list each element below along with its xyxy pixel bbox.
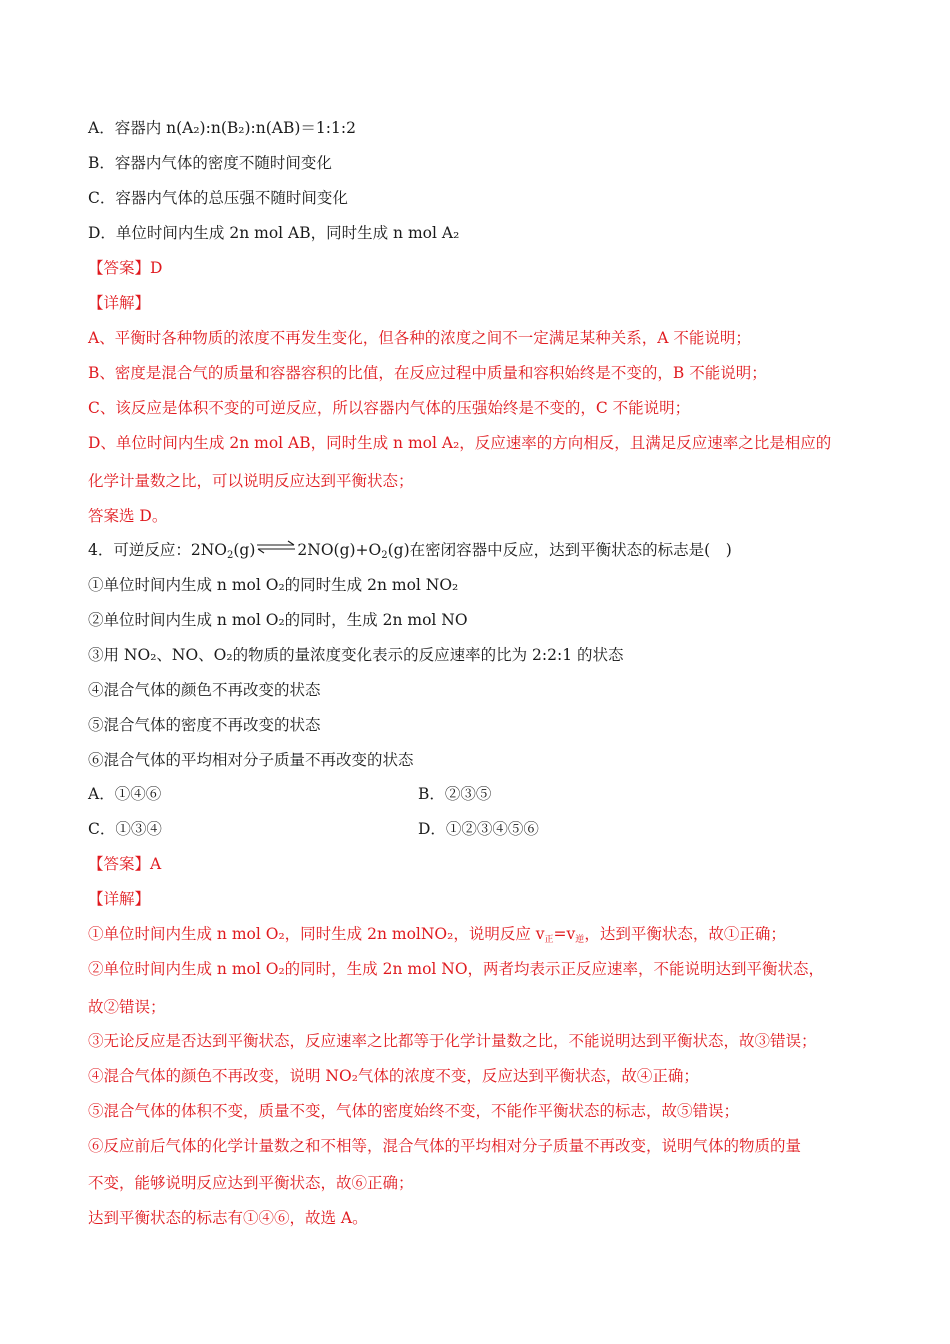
q3-explanation-d-line1: D、单位时间内生成 2n mol AB，同时生成 n mol A₂，反应速率的方向相反，且满足反应速率之比是相应的 xyxy=(88,434,832,452)
q4-statement-5: ⑤混合气体的密度不再改变的状态 xyxy=(88,716,321,734)
q3-answer: 【答案】D xyxy=(88,259,163,277)
q4-statement-3: ③用 NO₂、NO、O₂的物质的量浓度变化表示的反应速率的比为 2:2:1 的状态 xyxy=(88,646,624,664)
q4-statement-1: ①单位时间内生成 n mol O₂的同时生成 2n mol NO₂ xyxy=(88,576,459,594)
reversible-arrow-icon xyxy=(256,540,296,554)
q4-explanation-6-line2: 不变，能够说明反应达到平衡状态，故⑥正确； xyxy=(88,1174,414,1192)
q3-option-a: A．容器内 n(A₂):n(B₂):n(AB)＝1:1:2 xyxy=(88,119,356,137)
q4-option-b: B．②③⑤ xyxy=(418,785,492,803)
q3-option-d: D．单位时间内生成 2n mol AB，同时生成 n mol A₂ xyxy=(88,224,460,242)
q4-explanation-1: ①单位时间内生成 n mol O₂，同时生成 2n molNO₂，说明反应 v正=v逆，达到平衡状态，故①正确； xyxy=(88,925,786,945)
q3-explanation-b: B、密度是混合气的质量和容器容积的比值，在反应过程中质量和容积始终是不变的，B 不能说明； xyxy=(88,364,767,382)
q3-conclusion: 答案选 D。 xyxy=(88,507,168,525)
q4-explanation-5: ⑤混合气体的体积不变，质量不变，气体的密度始终不变，不能作平衡状态的标志，故⑤错误； xyxy=(88,1102,740,1120)
q4-explanation-2-line2: 故②错误； xyxy=(88,998,166,1016)
q4-option-d: D．①②③④⑤⑥ xyxy=(418,820,539,838)
q3-option-c: C．容器内气体的总压强不随时间变化 xyxy=(88,189,348,207)
q4-stem: 4．可逆反应：$2NO_2(g)$ $2NO(g)+O_2(g)$在密闭容器中反应，达到平衡状态的标志是( ) xyxy=(88,541,732,561)
q4-statement-4: ④混合气体的颜色不再改变的状态 xyxy=(88,681,321,699)
q4-statement-6: ⑥混合气体的平均相对分子质量不再改变的状态 xyxy=(88,751,414,769)
q4-explanation-6-line1: ⑥反应前后气体的化学计量数之和不相等，混合气体的平均相对分子质量不再改变，说明气体的物质的量 xyxy=(88,1137,802,1155)
q4-statement-2: ②单位时间内生成 n mol O₂的同时，生成 2n mol NO xyxy=(88,611,468,629)
q3-detail-label: 【详解】 xyxy=(88,294,151,312)
q4-explanation-4: ④混合气体的颜色不再改变，说明 NO₂气体的浓度不变，反应达到平衡状态，故④正确； xyxy=(88,1067,699,1085)
q3-explanation-a: A、平衡时各种物质的浓度不再发生变化，但各种的浓度之间不一定满足某种关系，A 不能说明； xyxy=(88,329,751,347)
q4-option-a: A．①④⑥ xyxy=(88,785,162,803)
q3-option-b: B．容器内气体的密度不随时间变化 xyxy=(88,154,332,172)
q3-explanation-c: C、该反应是体积不变的可逆反应，所以容器内气体的压强始终是不变的，C 不能说明； xyxy=(88,399,691,417)
q4-explanation-2-line1: ②单位时间内生成 n mol O₂的同时，生成 2n mol NO，两者均表示正反应速率，不能说明达到平衡状态， xyxy=(88,960,825,978)
q4-answer: 【答案】A xyxy=(88,855,162,873)
q3-explanation-d-line2: 化学计量数之比，可以说明反应达到平衡状态； xyxy=(88,472,414,490)
q4-conclusion: 达到平衡状态的标志有①④⑥，故选 A。 xyxy=(88,1209,368,1227)
q4-option-c: C．①③④ xyxy=(88,820,162,838)
q4-detail-label: 【详解】 xyxy=(88,890,151,908)
q4-explanation-3: ③无论反应是否达到平衡状态，反应速率之比都等于化学计量数之比，不能说明达到平衡状态，故③错误； xyxy=(88,1032,817,1050)
